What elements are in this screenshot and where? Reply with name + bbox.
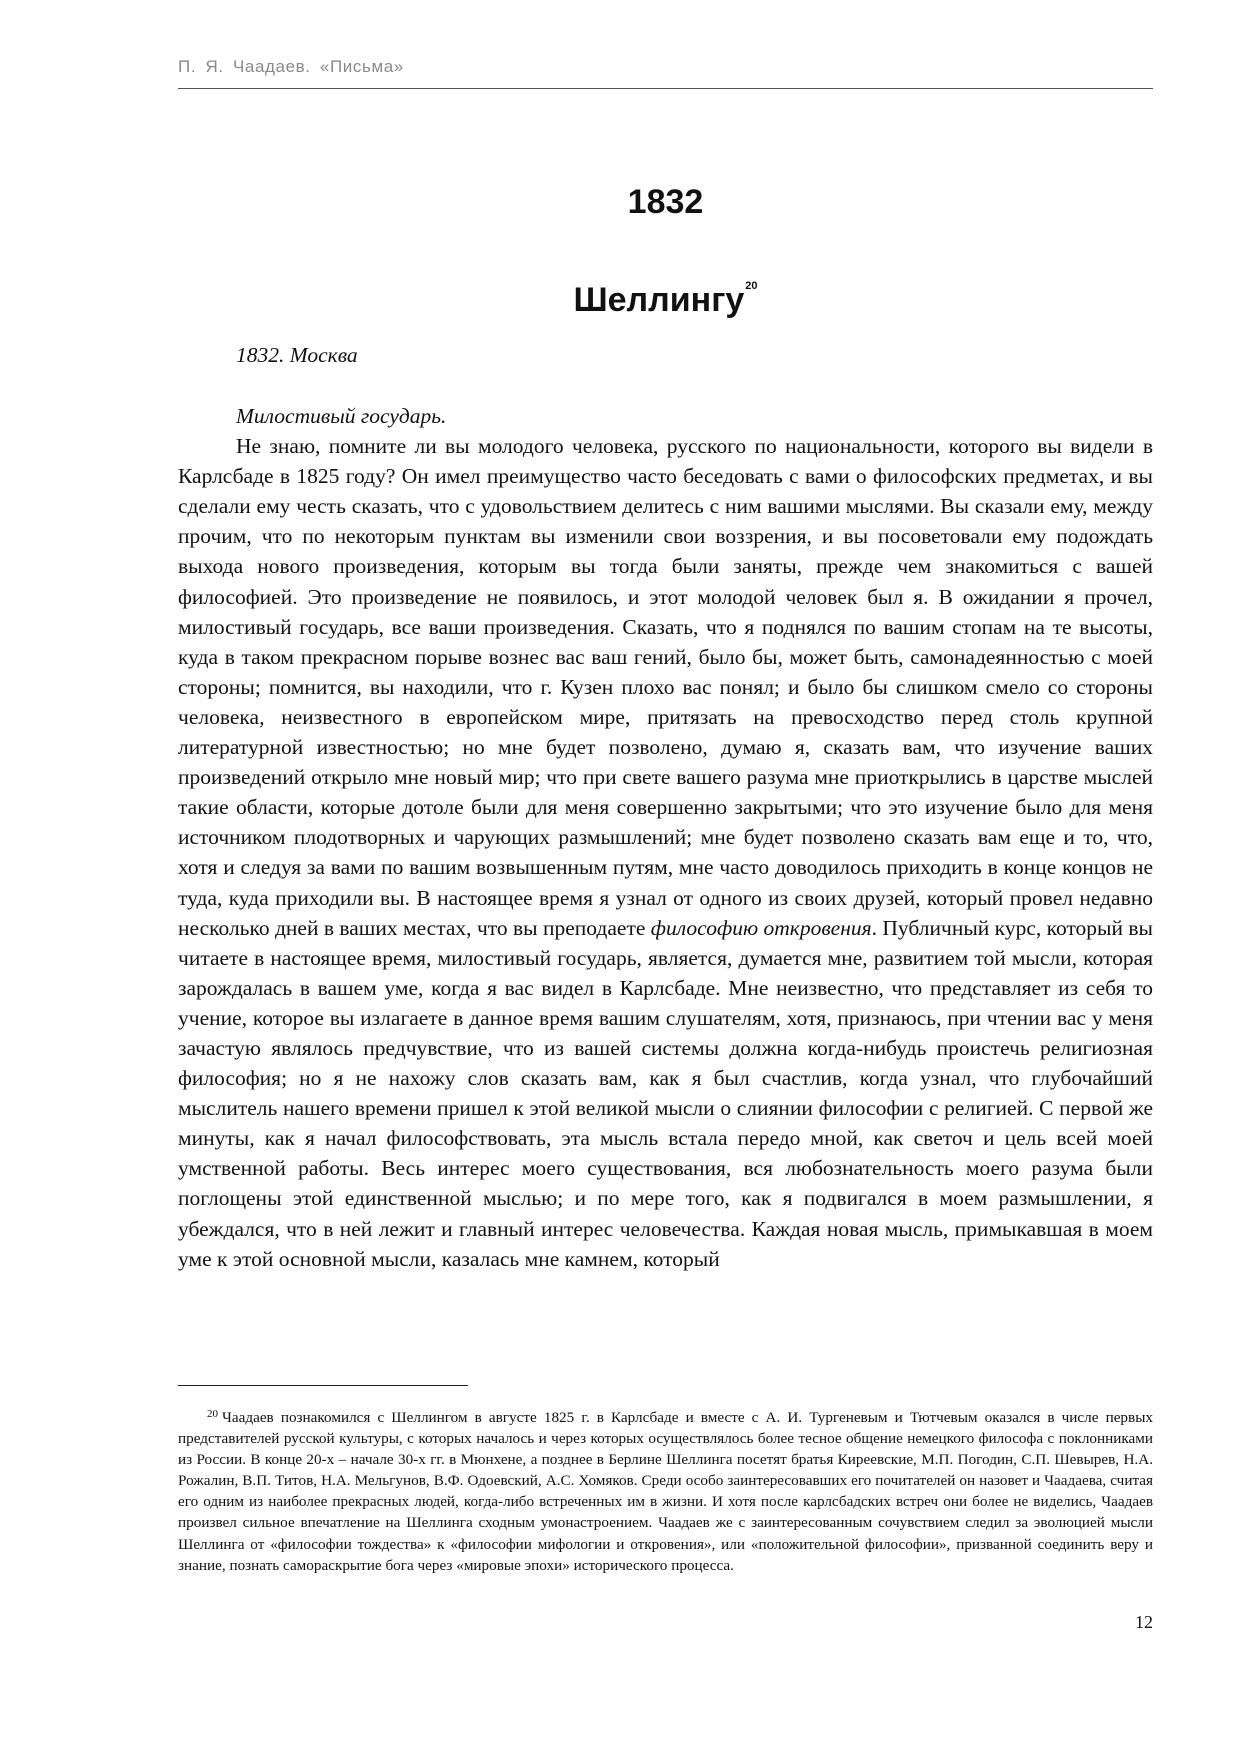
paragraph-text-start: Не знаю, помните ли вы молодого человека, русского по национальности, которого вы видели в Карлсбаде в 1825 году? Он имел преимущество часто беседовать с вами о философских предметах, и вы сделали ему честь сказать, что с удовольствием делитесь с ним вашими мыслями. Вы сказали ему, между прочим, что по некоторым пунктам вы изменили свои воззрения, и вы посоветовали ему подождать выхода нового произведения, которым вы тогда были заняты, прежде чем знакомиться с вашей философией. Это произведение не появилось, и этот молодой человек был я. В ожидании я прочел, милостивый государь, все ваши произведения. Сказать, что я поднялся по вашим стопам на те высоты, куда в таком прекрасном порыве вознес вас ваш гений, было бы, может быть, самонадеянностью с моей стороны; помнится, вы находили, что г. Кузен плохо вас понял; и было бы слишком смело со стороны человека, неизвестного в европейском мире, притязать на превосходство перед столь крупной литературной известностью; но мне будет позволено, думаю я, сказать вам, что изучение ваших произведений открыло мне новый мир; что при свете вашего разума мне приоткрылись в царстве мыслей такие области, которые дотоле были для меня совершенно закрытыми; что это изучение было для меня источником плодотворных и чарующих размышлений; мне будет позволено сказать вам еще и то, что, хотя и следуя за вами по вашим возвышенным путям, мне часто доводилось приходить в конце концов не туда, куда приходили вы. В настоящее время я узнал от одного из своих друзей, который провел недавно несколько дней в ваших местах, что вы преподаете bbox=[178, 434, 1153, 940]
letter-addressee bbox=[178, 280, 1153, 320]
footnote-text: Чаадаев познакомился с Шеллингом в августе 1825 г. в Карлсбаде и вместе с А. И. Тургеневым и Тютчевым оказался в числе первых представителей русской культуры, с которых началось и через которых осуществлялось более тесное общение немецкого философа с поклонниками из России. В конце 20-х – начале 30-х гг. в Мюнхене, а позднее в Берлине Шеллинга посетят братья Киреевские, М.П. Погодин, С.П. Шевырев, Н.А. Рожалин, В.П. Титов, Н.А. Мельгунов, В.Ф. Одоевский, А.С. Хомяков. Среди особо заинтересовавших его почитателей он назовет и Чаадаева, считая его одним из наиболее прекрасных людей, когда-либо встреченных им в жизни. И хотя после карлсбадских встреч они более не виделись, Чаадаев произвел сильное впечатление на Шеллинга сходным умонастроением. Чаадаев же с заинтересованным сочувствием следил за эволюцией мысли Шеллинга от «философии тождества» к «философии мифологии и откровения», или «положительной философии», призванной соединить веру и знание, познать самораскрытие бога через «мировые эпохи» исторического процесса. bbox=[178, 1409, 1153, 1574]
section-year: 1832 bbox=[627, 183, 704, 221]
footnote bbox=[178, 1404, 1153, 1576]
paragraph-text-end: . Публичный курс, который вы читаете в настоящее время, милостивый государь, является, думается мне, развитием той мысли, которая зарождалась в вашем уме, когда я вас видел в Карлсбаде. Мне неизвестно, что представляет из себя то учение, которое вы излагаете в данное время вашим слушателям, хотя, признаюсь, при чтении вас у меня зачастую являлось предчувствие, что из вашей системы должна когда-нибудь проистечь религиозная философия; но я не нахожу слов сказать вам, как я был счастлив, когда узнал, что глубочайший мыслитель нашего времени пришел к этой великой мысли о слиянии философии с религией. С первой же минуты, как я начал философствовать, эта мысль встала передо мной, как светоч и цель всей моей умственной работы. Весь интерес моего существования, вся любознательность моего разума были поглощены этой единственной мыслью; и по мере того, как я подвигался в моем размышлении, я убеждался, что в ней лежит и главный интерес человечества. Каждая новая мысль, примыкавшая в моем уме к этой основной мысли, казалась мне камнем, который bbox=[178, 915, 1153, 1271]
letter-body bbox=[178, 401, 1153, 1274]
footnote-paragraph bbox=[178, 1404, 1153, 1576]
letter-place-date: 1832. Москва bbox=[236, 343, 358, 367]
emphasized-phrase: философию откровения bbox=[650, 915, 872, 940]
running-title: П. Я. Чаадаев. «Письма» bbox=[178, 57, 404, 76]
letter-paragraph bbox=[178, 431, 1153, 1274]
header-rule bbox=[178, 88, 1153, 89]
letter-salutation: Милостивый государь. bbox=[236, 404, 447, 428]
addressee-name: Шеллингу bbox=[573, 281, 745, 319]
footnote-number: 20 bbox=[207, 1408, 218, 1420]
footnote-rule bbox=[178, 1385, 468, 1386]
footnote-reference[interactable]: 20 bbox=[745, 280, 758, 292]
page-number: 12 bbox=[1135, 1612, 1153, 1632]
